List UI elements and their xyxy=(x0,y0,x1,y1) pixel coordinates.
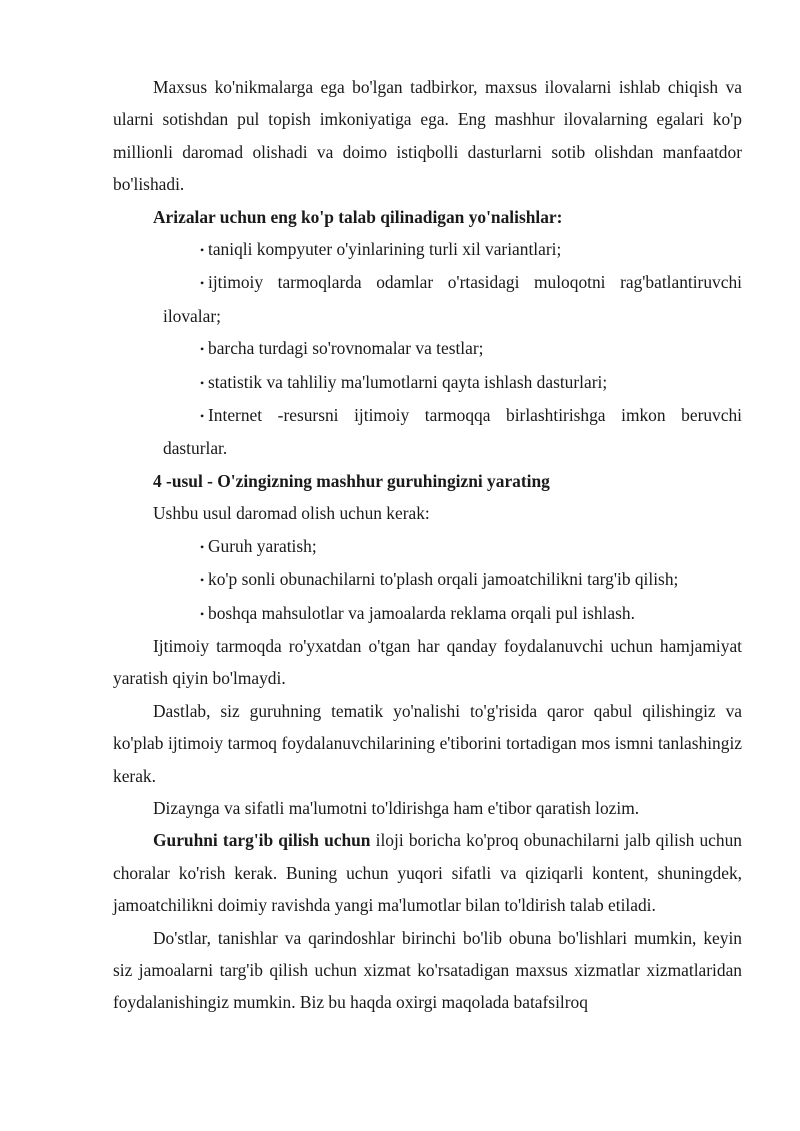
bullet-icon: • xyxy=(200,573,205,588)
bullet-icon: • xyxy=(200,243,205,258)
paragraph-theme: Dastlab, siz guruhning tematik yo'nalishi to'g'risida qaror qabul qilishingiz va ko'plab ijtimoiy tarmoq foydalanuvchilarining e'tiborini tortadigan mos ismni tanlashingiz kerak. xyxy=(113,700,742,786)
heading-method-4: 4 -usul - O'zingizning mashhur guruhingizni yarating xyxy=(153,470,550,491)
paragraph-method-intro: Ushbu usul daromad olish uchun kerak: xyxy=(153,503,430,524)
paragraph-design: Dizaynga va sifatli ma'lumotni to'ldirishga ham e'tibor qaratish lozim. xyxy=(153,797,640,818)
paragraph-promotion: Guruhni targ'ib qilish uchun iloji boricha ko'proq obunachilarni jalb qilish uchun choralar ko'rish kerak. Buning uchun yuqori sifatli va qiziqarli kontent, shuningdek, jamoatchilikni doimiy ravishda yangi ma'lumotlar bilan to'ldirish talab etiladi. xyxy=(113,830,742,916)
bullet-icon: • xyxy=(200,342,205,357)
bullet-icon: • xyxy=(200,539,205,554)
paragraph-community: Ijtimoiy tarmoqda ro'yxatdan o'tgan har qanday foydalanuvchi uchun hamjamiyat yaratish qiyin bo'lmaydi. xyxy=(113,635,742,689)
list-item: • statistik va tahliliy ma'lumotlarni qayta ishlash dasturlari; xyxy=(113,366,742,399)
bullet-icon: • xyxy=(200,409,205,424)
list-item: • ko'p sonli obunachilarni to'plash orqali jamoatchilikni targ'ib qilish; xyxy=(113,563,742,596)
bullet-icon: • xyxy=(200,375,205,390)
heading-directions: Arizalar uchun eng ko'p talab qilinadigan yo'nalishlar: xyxy=(153,206,563,227)
bullet-icon: • xyxy=(200,276,205,291)
list-item: • Guruh yaratish; xyxy=(113,530,742,563)
promotion-bold-lead: Guruhni targ'ib qilish uchun xyxy=(153,830,371,851)
list-item: • ijtimoiy tarmoqlarda odamlar o'rtasidagi muloqotni rag'batlantiruvchi ilovalar; xyxy=(113,266,742,332)
list-item: • taniqli kompyuter o'yinlarining turli xil variantlari; xyxy=(113,233,742,266)
list-item: • boshqa mahsulotlar va jamoalarda reklama orqali pul ishlash. xyxy=(113,597,742,630)
bullet-icon: • xyxy=(200,606,205,621)
document-body xyxy=(113,71,742,1019)
list-item: • Internet -resursni ijtimoiy tarmoqqa birlashtirishga imkon beruvchi dasturlar. xyxy=(113,399,742,465)
paragraph-intro: Maxsus ko'nikmalarga ega bo'lgan tadbirkor, maxsus ilovalarni ishlab chiqish va ularni sotishdan pul topish imkoniyatiga ega. Eng mashhur ilovalarning egalari ko'p millionli daromad olishadi va doimo istiqbolli dasturlarni sotib olishdan manfaatdor bo'lishadi. xyxy=(113,77,742,195)
list-item: • barcha turdagi so'rovnomalar va testlar; xyxy=(113,332,742,365)
paragraph-friends: Do'stlar, tanishlar va qarindoshlar birinchi bo'lib obuna bo'lishlari mumkin, keyin siz jamoalarni targ'ib qilish uchun xizmat ko'rsatadigan maxsus xizmatlar xizmatlaridan foydalanishingiz mumkin. Biz bu haqda oxirgi maqolada batafsilroq xyxy=(113,927,742,1013)
